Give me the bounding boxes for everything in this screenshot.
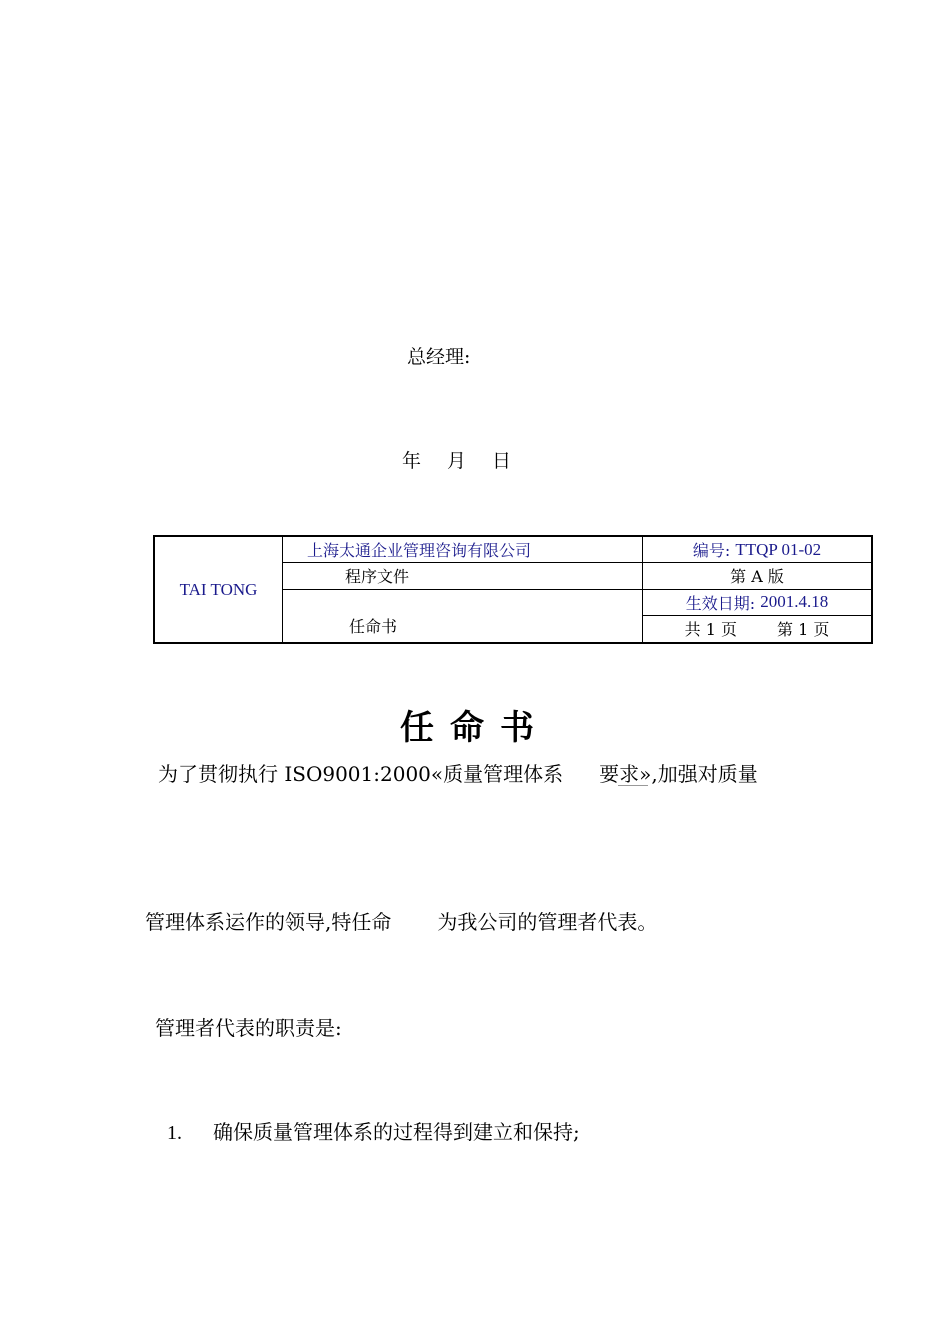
effective-date-value: 2001.4.18 — [760, 592, 829, 612]
document-heading: 任命书 — [400, 708, 550, 748]
page-current: 第 1 页 — [777, 620, 830, 640]
paragraph-appointment — [145, 906, 657, 935]
effective-date-label: 生效日期: — [685, 593, 756, 613]
document-code-label: 编号: — [692, 541, 731, 561]
paragraph-intro-part-1: 为了贯彻执行 ISO9001:2000«质量管理体系 — [158, 762, 564, 786]
date-year: 年 — [402, 450, 422, 472]
general-manager-signature-label: 总经理: — [407, 346, 471, 368]
duty-list-item — [167, 1116, 580, 1145]
document-type: 程序文件 — [283, 563, 643, 589]
document-code-value: TTQP 01-02 — [735, 539, 822, 559]
company-name: 上海太通企业管理咨询有限公司 — [283, 537, 643, 563]
paragraph-appointment-part-1: 管理体系运作的领导,特任命 — [145, 910, 392, 934]
effective-date — [643, 590, 871, 616]
paragraph-appointment-part-2: 为我公司的管理者代表。 — [437, 910, 658, 934]
page-total: 共 1 页 — [684, 620, 737, 640]
paragraph-duties-heading: 管理者代表的职责是: — [155, 1016, 342, 1040]
document-version: 第 A 版 — [643, 563, 871, 589]
duty-item-text: 确保质量管理体系的过程得到建立和保持; — [213, 1120, 580, 1144]
duty-item-number: 1. — [167, 1122, 182, 1144]
document-header-table — [153, 535, 873, 644]
paragraph-intro — [158, 758, 758, 787]
date-day: 日 — [492, 450, 512, 472]
document-title-cell: 任命书 — [283, 590, 643, 643]
blank-underline — [618, 785, 648, 786]
page-count — [643, 616, 871, 642]
paragraph-intro-part-2: 要求»,加强对质量 — [599, 762, 758, 786]
document-code — [643, 537, 871, 563]
company-logo-text: TAI TONG — [155, 537, 283, 642]
date-month: 月 — [447, 450, 467, 472]
signature-date — [402, 446, 511, 473]
